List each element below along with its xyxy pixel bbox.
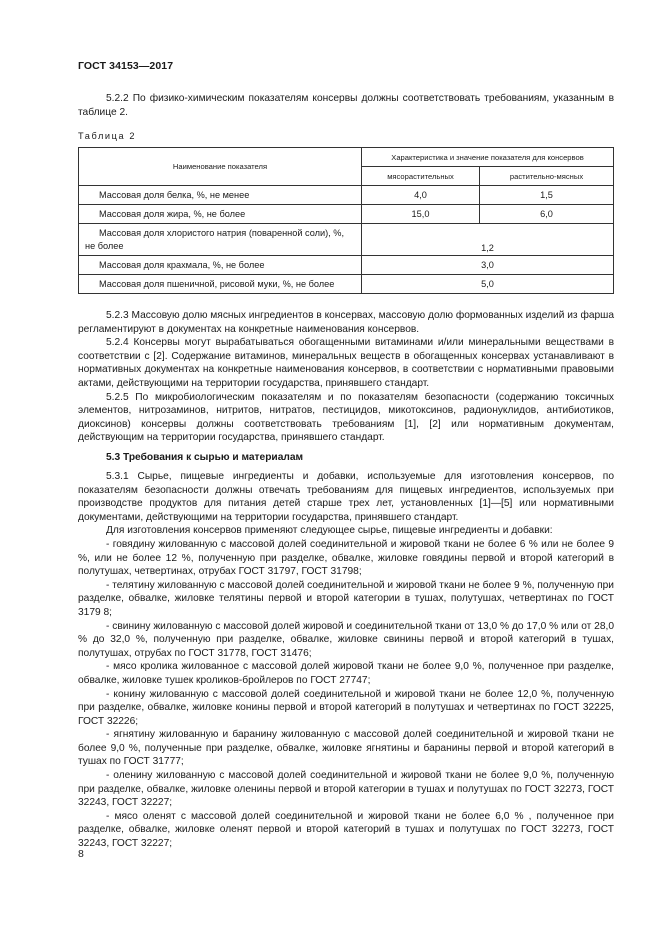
- list-item: - мясо кролика жилованное с массовой долей жировой ткани не более 9,0 %, полученное при разделке, обвалке, жиловке тушек кроликов-бройлеров по ГОСТ 27747;: [78, 661, 614, 686]
- table-row: [79, 224, 614, 256]
- table-cell-name: Массовая доля крахмала, %, не более: [79, 256, 362, 275]
- table-row: [79, 256, 614, 275]
- paragraph-5-2-2: 5.2.2 По физико-химическим показателям консервы должны соответствовать требованиям, указанным в таблице 2.: [78, 93, 614, 118]
- paragraph-5-2-2-block: [78, 92, 614, 119]
- table-header-col-a: мясорастительных: [362, 167, 480, 186]
- paragraph-5-3-1: 5.3.1 Сырье, пищевые ингредиенты и добавки, используемые для изготовления консервов, по показателям безопасности должны отвечать требованиям для пищевых ингредиентов, используемых при производстве продуктов для питания детей старше трех лет, установленных [1]—[5] или нормативными документами, действующими на территории государства, принявшего стандарт.: [78, 471, 614, 523]
- raw-materials-intro: Для изготовления консервов применяют следующее сырье, пищевые ингредиенты и добавки:: [106, 525, 553, 537]
- table-cell-a: 4,0: [362, 186, 480, 205]
- table-cell-merged: 3,0: [362, 256, 614, 275]
- section-5-3-body: [78, 470, 614, 851]
- list-item: - говядину жилованную с массовой долей соединительной и жировой ткани не более 6 % или не более 9 %, или не более 12 %, полученную при разделке, обвалке, жиловке говядины первой и второй категорий в полутушах, четвертинах, отрубах ГОСТ 31797, ГОСТ 31798;: [78, 538, 614, 578]
- paragraph-5-2-5: 5.2.5 По микробиологическим показателям и по показателям безопасности (содержанию токсичных элементов, нитрозаминов, нитритов, нитратов, пестицидов, микотоксинов, радионуклидов, антибиотиков, диоксинов) консервы должны соответствовать требованиям [1], [2] или нормативным документам, действующим на территории государства, принявшего стандарт.: [78, 391, 614, 444]
- paragraph-5-2-4: 5.2.4 Консервы могут вырабатываться обогащенными витаминами и/или минеральными веществами в соответствии с [2]. Содержание витаминов, минеральных веществ в обогащенных консервах устанавливают в нормативных документах на конкретные наименования консервов, в соответствии с нормативными правовыми актами, действующими на территории государства, принявшего стандарт.: [78, 337, 614, 389]
- table-header-group: Характеристика и значение показателя для консервов: [362, 148, 614, 167]
- list-item: - ягнятину жилованную и баранину жилованную с массовой долей соединительной и жировой ткани не более 9,0 %, полученные при разделке, обвалке, жиловке ягнятины и баранины первой и второй категорий в тушах по ГОСТ 31777;: [78, 729, 614, 768]
- table-cell-name: [79, 224, 362, 256]
- table-header-name: Наименование показателя: [79, 148, 362, 186]
- table-cell-name: Массовая доля пшеничной, рисовой муки, %, не более: [79, 275, 362, 294]
- table-cell-name-text: Массовая доля хлористого натрия (поваренной соли), %, не более: [85, 227, 345, 251]
- document-header: ГОСТ 34153—2017: [78, 60, 174, 72]
- list-item: - свинину жилованную с массовой долей жировой и соединительной ткани от 13,0 % до 17,0 % или от 28,0 % до 32,0 %, полученную при разделке, обвалке, жиловке свинины первой и второй категорий в тушах, полутушах, отрубах по ГОСТ 31778, ГОСТ 31476;: [78, 620, 614, 659]
- table-row: [79, 275, 614, 294]
- page-number: 8: [78, 848, 84, 860]
- list-item: - оленину жилованную с массовой долей соединительной и жировой ткани не более 9,0 %, полученную при разделке, обвалке, жиловке оленины первой и второй категории в тушах и полутушах по ГОСТ 32273, ГОСТ 32243, ГОСТ 32227;: [78, 770, 614, 809]
- table-caption: Таблица 2: [78, 131, 137, 141]
- table-cell-name: Массовая доля белка, %, не менее: [79, 186, 362, 205]
- list-item: - мясо оленят с массовой долей соединительной и жировой ткани не более 6,0 % , полученное при разделке, обвалке, жиловке оленят первой и второй категорий в тушах и полутушах по ГОСТ 32273, ГОСТ 32243, ГОСТ 32227;: [78, 810, 614, 850]
- table-header-col-b: растительно-мясных: [480, 167, 614, 186]
- list-item: - телятину жилованную с массовой долей соединительной и жировой ткани не более 9 %, полученную при разделке, обвалке, жиловке телятины первой и второй категории в тушах, полутушах, четвертинах по ГОСТ 3179 8;: [78, 579, 614, 618]
- section-heading-5-3: 5.3 Требования к сырью и материалам: [106, 452, 304, 463]
- list-item: - конину жилованную с массовой долей соединительной и жировой ткани не более 12,0 %, полученную при разделке, обвалке, жиловке конины первой и второй категорий в полутушах и четвертинах по ГОСТ 32225, ГОСТ 32226;: [78, 688, 614, 727]
- table-cell-a: 15,0: [362, 205, 480, 224]
- table-cell-merged: 1,2: [362, 224, 614, 256]
- table-cell-merged: 5,0: [362, 275, 614, 294]
- paragraph-5-2-3: 5.2.3 Массовую долю мясных ингредиентов в консервах, массовую долю формованных изделий из фарша регламентируют в документах на конкретные наименования консервов.: [78, 310, 614, 335]
- table-cell-b: 1,5: [480, 186, 614, 205]
- table-row: [79, 186, 614, 205]
- table-cell-name: Массовая доля жира, %, не более: [79, 205, 362, 224]
- table-cell-b: 6,0: [480, 205, 614, 224]
- table-2: [78, 147, 614, 294]
- table-row: [79, 205, 614, 224]
- paragraphs-5-2-3-to-5-2-5: [78, 309, 614, 445]
